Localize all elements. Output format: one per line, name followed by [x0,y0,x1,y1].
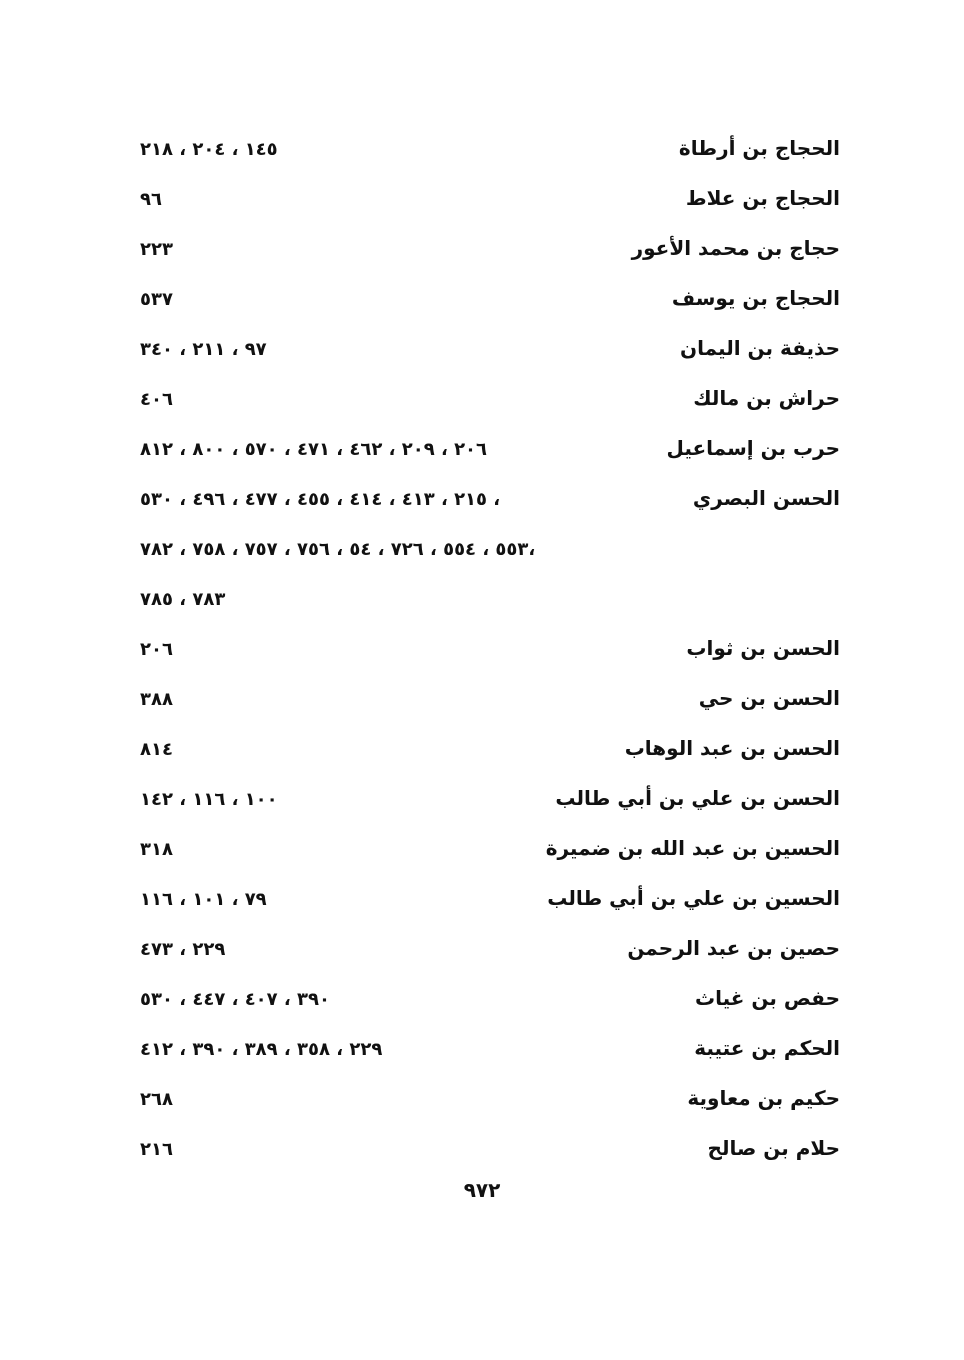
entry-page-refs: ٢٠٦ ، ٢٠٩ ، ٤٦٢ ، ٤٧١ ، ٥٧٠ ، ٨٠٠ ، ٨١٢ [140,439,488,460]
index-entry [140,228,840,278]
entry-page-refs: ٧٩ ، ١٠١ ، ١١٦ [140,889,267,910]
entry-page-refs: ٢١٦ [140,1139,173,1160]
entry-name: حلام بن صالح [707,1136,840,1160]
entry-page-refs: ٨١٤ [140,739,173,760]
index-entry [140,428,840,478]
entry-name: الحسن بن ثواب [686,636,840,660]
index-entry [140,1128,840,1178]
index-entry [140,678,840,728]
index-entry [140,628,840,678]
entry-name: الحجاج بن يوسف [671,286,840,310]
index-entry [140,978,840,1028]
entry-name: حذيفة بن اليمان [680,336,840,360]
entry-name: الحسن بن علي بن أبي طالب [555,786,840,810]
entry-page-refs: ٢٢٩ ، ٤٧٣ [140,939,226,960]
entry-page-refs: ٣١٨ [140,839,173,860]
index-entry [140,728,840,778]
index-entry [140,878,840,928]
index-entries-list [140,128,840,1178]
index-entry [140,478,840,528]
index-entry [140,928,840,978]
entry-name: الحكم بن عتيبة [694,1036,840,1060]
entry-page-refs: ٩٧ ، ٢١١ ، ٣٤٠ [140,339,267,360]
index-entry [140,828,840,878]
index-entry [140,278,840,328]
index-entry [140,778,840,828]
entry-name: حراش بن مالك [693,386,840,410]
entry-name: حصين بن عبد الرحمن [627,936,840,960]
index-entry [140,378,840,428]
entry-name: حرب بن إسماعيل [666,436,840,460]
index-entry [140,578,840,628]
page-number: ٩٧٢ [463,1178,501,1202]
entry-page-refs: ٢٢٣ [140,239,173,260]
entry-page-refs: ٩٦ [140,189,162,210]
entry-name: الحسين بن عبد الله بن ضميرة [545,836,840,860]
entry-name: حفص بن غياث [695,986,840,1010]
entry-name: الحسن بن حي [698,686,840,710]
entry-name: الحسن البصري [692,486,840,510]
entry-page-refs: ٢٦٨ [140,1089,173,1110]
entry-page-refs: ٣٩٠ ، ٤٠٧ ، ٤٤٧ ، ٥٣٠ [140,989,330,1010]
index-entry [140,1078,840,1128]
index-entry [140,128,840,178]
entry-name: الحجاج بن أرطاة [678,136,840,160]
entry-page-refs: ٥٥٣ ، ٥٥٤ ، ٧٢٦ ، ٥٤ ، ٧٥٦ ، ٧٥٧ ، ٧٥٨ ، ٧٨٢، [140,539,536,560]
entry-page-refs: ٣٨٨ [140,689,173,710]
index-entry [140,1028,840,1078]
entry-name: حكيم بن معاوية [687,1086,840,1110]
entry-page-refs: ١٠٠ ، ١١٦ ، ١٤٢ [140,789,278,810]
entry-page-refs: ٧٨٣ ، ٧٨٥ [140,589,226,610]
entry-page-refs: ٤٠٦ [140,389,173,410]
entry-page-refs: ٢٠٦ [140,639,173,660]
entry-page-refs: ٢١٥ ، ٤١٣ ، ٤١٤ ، ٤٥٥ ، ٤٧٧ ، ٤٩٦ ، ٥٣٠ ، [140,489,501,510]
entry-page-refs: ٢٢٩ ، ٣٥٨ ، ٣٨٩ ، ٣٩٠ ، ٤١٢ [140,1039,383,1060]
index-entry [140,528,840,578]
entry-name: الحسين بن علي بن أبي طالب [547,886,840,910]
index-entry [140,178,840,228]
entry-page-refs: ١٤٥ ، ٢٠٤ ، ٢١٨ [140,139,278,160]
entry-name: الحسن بن عبد الوهاب [624,736,840,760]
entry-name: حجاج بن محمد الأعور [631,236,840,260]
entry-page-refs: ٥٣٧ [140,289,173,310]
entry-name: الحجاج بن علاط [685,186,840,210]
index-entry [140,328,840,378]
